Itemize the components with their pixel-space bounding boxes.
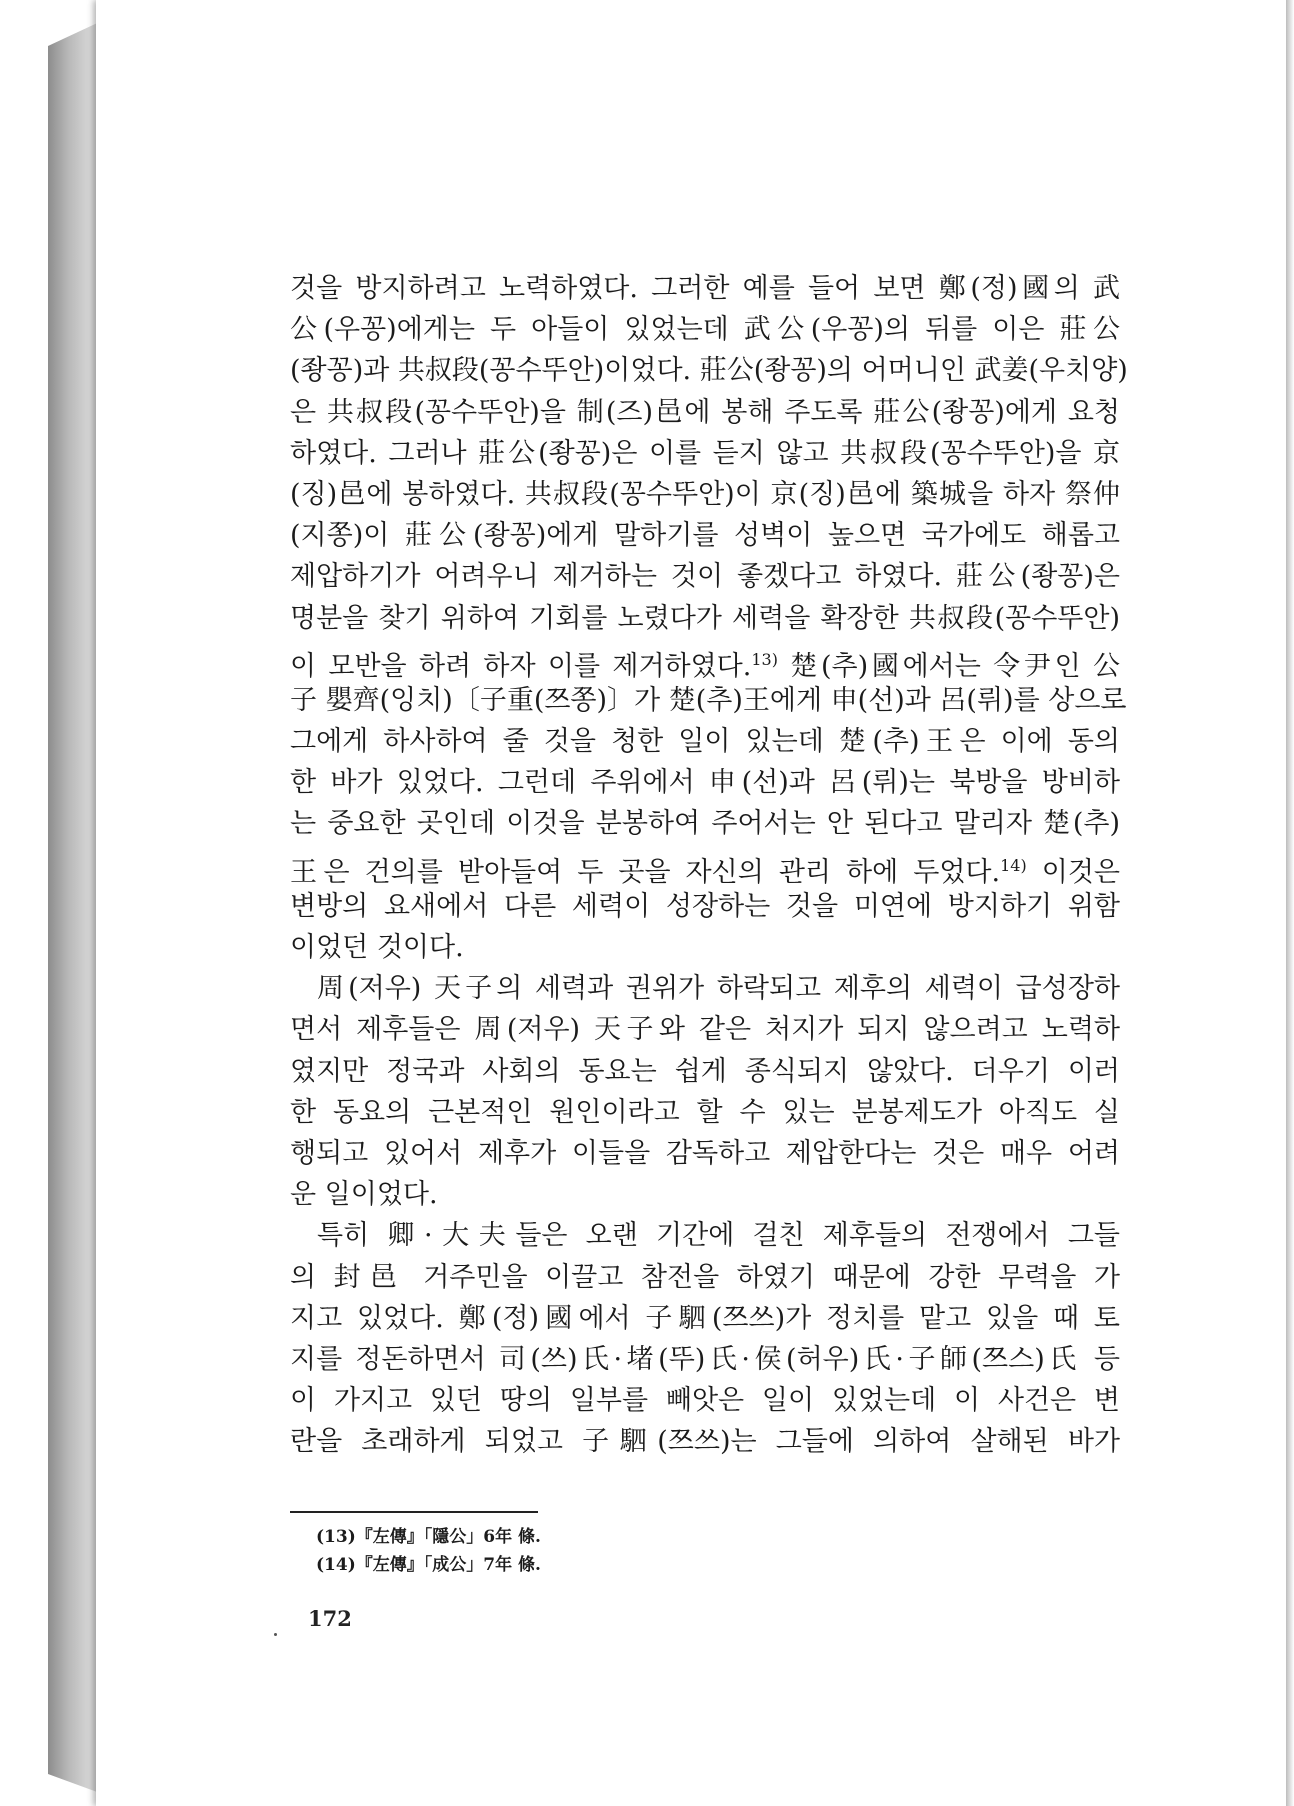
line-text: 楚(추)國에서는 令尹인 公 <box>777 650 1120 682</box>
text-line: (좡꽁)과 共叔段(꽁수뚜안)이었다. 莊公(좡꽁)의 어머니인 武姜(우치양) <box>290 355 1128 387</box>
text-line: 지고 있었다. 鄭(정)國에서 子駟(쯔쓰)가 정치를 맡고 있을 때 토 <box>290 1302 1120 1334</box>
text-line: 公(우꽁)에게는 두 아들이 있었는데 武公(우꽁)의 뒤를 이은 莊公 <box>290 314 1120 346</box>
text-line: 특히 卿·大夫들은 오랜 기간에 걸친 제후들의 전쟁에서 그들 <box>317 1220 1120 1252</box>
text-line: 의 封邑 거주민을 이끌고 참전을 하였기 때문에 강한 무력을 가 <box>290 1261 1120 1293</box>
text-line: 것을 방지하려고 노력하였다. 그러한 예를 들어 보면 鄭(정)國의 武 <box>290 273 1120 304</box>
text-line: 였지만 정국과 사회의 동요는 쉽게 종식되지 않았다. 더우기 이러 <box>290 1055 1120 1087</box>
paragraph-2 <box>290 968 1120 1215</box>
footnote-divider <box>290 1511 538 1513</box>
line-text: 王은 건의를 받아들여 두 곳을 자신의 관리 하에 두었다. <box>290 856 1001 888</box>
text-line: 이 가지고 있던 땅의 일부를 빼앗은 일이 있었는데 이 사건은 변 <box>290 1385 1120 1417</box>
text-line <box>290 639 1120 680</box>
text-line: (징)邑에 봉하였다. 共叔段(꽁수뚜안)이 京(징)邑에 築城을 하자 祭仲 <box>290 478 1120 510</box>
text-line: 행되고 있어서 제후가 이들을 감독하고 제압한다는 것은 매우 어려 <box>290 1137 1120 1169</box>
text-line: 周(저우) 天子의 세력과 권위가 하락되고 제후의 세력이 급성장하 <box>317 973 1120 1005</box>
footnote-ref-13: 13) <box>751 649 778 669</box>
text-line: 한 바가 있었다. 그런데 주위에서 申(선)과 呂(뤼)는 북방을 방비하 <box>290 767 1120 799</box>
text-line: 은 共叔段(꽁수뚜안)을 制(즈)邑에 봉해 주도록 莊公(좡꽁)에게 요청 <box>290 396 1120 428</box>
paragraph-3 <box>290 1215 1120 1462</box>
text-line: 하였다. 그러나 莊公(좡꽁)은 이를 듣지 않고 共叔段(꽁수뚜안)을 京 <box>290 437 1120 469</box>
text-line: 명분을 찾기 위하여 기회를 노렸다가 세력을 확장한 共叔段(꽁수뚜안) <box>290 602 1120 634</box>
text-line <box>290 845 1120 886</box>
line-text: 이것은 <box>1026 856 1120 888</box>
text-line: 란을 초래하게 되었고 子駟(쯔쓰)는 그들에 의하여 살해된 바가 <box>290 1426 1120 1458</box>
line-text: 이 모반을 하려 하자 이를 제거하였다. <box>290 650 752 682</box>
text-line: 그에게 하사하여 줄 것을 청한 일이 있는데 楚(추)王은 이에 동의 <box>290 726 1120 758</box>
paragraph-1 <box>290 268 1128 968</box>
text-line: 제압하기가 어려우니 제거하는 것이 좋겠다고 하였다. 莊公(좡꽁)은 <box>290 561 1120 593</box>
text-line: 지를 정돈하면서 司(쓰)氏·堵(뚜)氏·侯(허우)氏·子師(쯔스)氏 등 <box>290 1343 1120 1375</box>
text-line: 子 嬰齊(잉치)〔子重(쯔쫑)〕가 楚(추)王에게 申(선)과 呂(뤼)를 상으로 <box>290 684 1127 716</box>
footnotes <box>316 1523 1016 1579</box>
text-line: 는 중요한 곳인데 이것을 분봉하여 주어서는 안 된다고 말리자 楚(추) <box>290 808 1120 840</box>
text-line: 면서 제후들은 周(저우) 天子와 같은 처지가 되지 않으려고 노력하 <box>290 1014 1120 1046</box>
text-line: 변방의 요새에서 다른 세력이 성장하는 것을 미연에 방지하기 위함 <box>290 890 1120 922</box>
footnote-ref-14: 14) <box>1000 855 1027 875</box>
footnote-13: (13)『左傳』「隱公」6年 條. <box>316 1527 541 1547</box>
scan-speck <box>274 1633 277 1636</box>
text-line: 운 일이었다. <box>290 1179 438 1211</box>
page-number: 172 <box>308 1606 352 1631</box>
body-text <box>290 268 1128 1462</box>
text-line: 이었던 것이다. <box>290 932 464 963</box>
text-line: (지쫑)이 莊公(좡꽁)에게 말하기를 성벽이 높으면 국가에도 해롭고 <box>290 520 1120 552</box>
footnote-14: (14)『左傳』「成公」7年 條. <box>316 1555 541 1575</box>
text-line: 한 동요의 근본적인 원인이라고 할 수 있는 분봉제도가 아직도 실 <box>290 1096 1120 1128</box>
